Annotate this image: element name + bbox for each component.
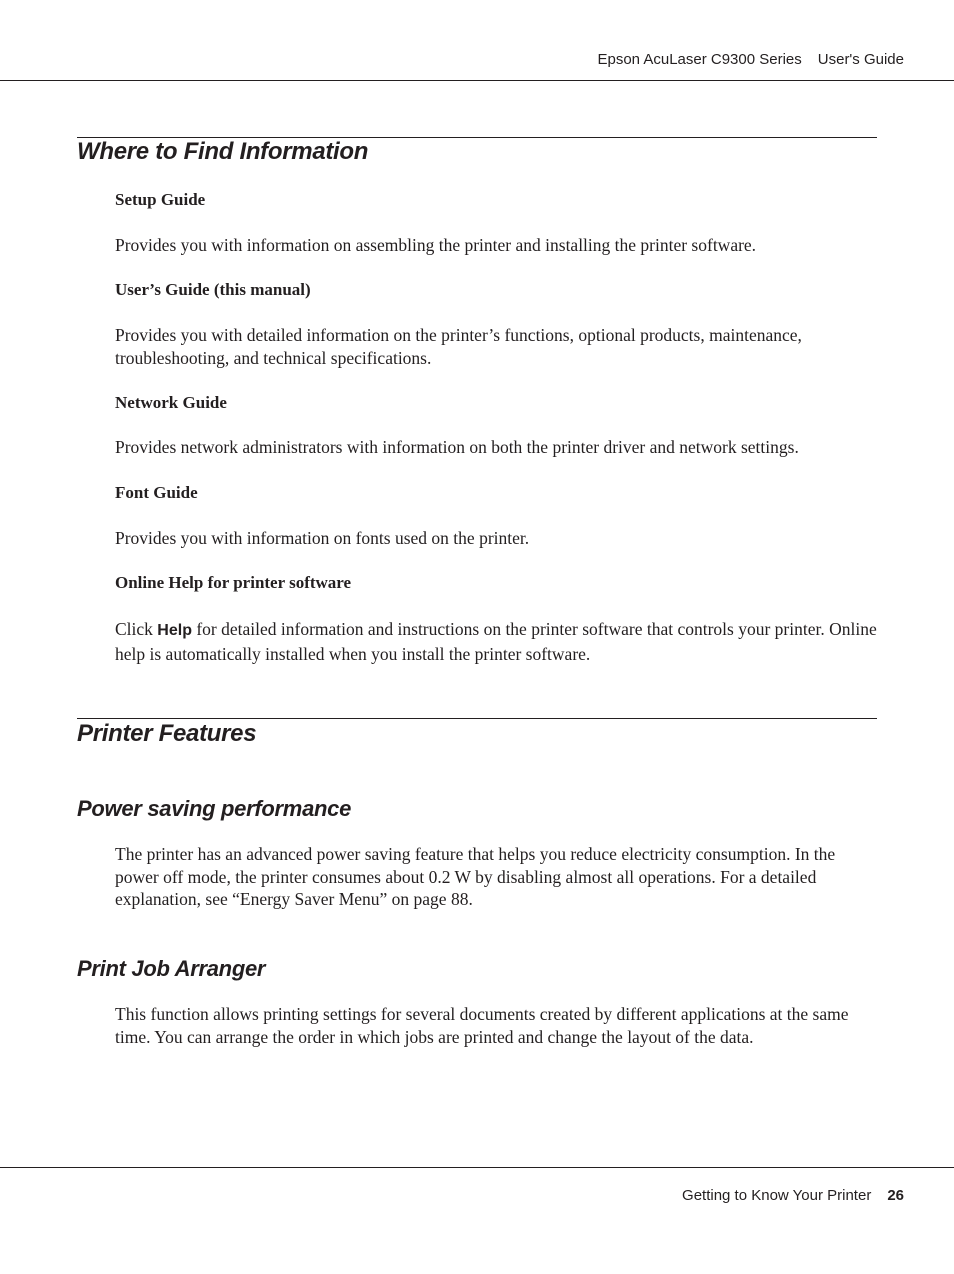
subheading-setup-guide: Setup Guide: [115, 190, 206, 209]
paragraph-online-help: [115, 618, 879, 665]
header-divider: [0, 80, 954, 81]
online-help-text-start: Click: [115, 619, 158, 639]
subheading-network-guide: Network Guide: [115, 393, 227, 412]
footer-chapter-title: Getting to Know Your Printer: [682, 1187, 872, 1204]
section-rule-features: [77, 718, 877, 719]
running-footer: [682, 1187, 904, 1204]
footer-divider: [0, 1167, 954, 1168]
header-product-name: Epson AcuLaser C9300 Series: [597, 51, 802, 68]
paragraph-network-guide: Provides network administrators with information on both the printer driver and network settings.: [115, 437, 799, 457]
paragraph-setup-guide: Provides you with information on assembling the printer and installing the printer software.: [115, 235, 757, 255]
help-button-reference: Help: [157, 622, 192, 639]
subsection-title-print-job-arranger: Print Job Arranger: [77, 956, 266, 981]
paragraph-font-guide: Provides you with information on fonts used on the printer.: [115, 528, 530, 548]
paragraph-print-job-arranger: This function allows printing settings for several documents created by different applications at the same time. You can arrange the order in which jobs are printed and change the layout of the data.: [115, 1004, 849, 1047]
subheading-users-guide: User’s Guide (this manual): [115, 280, 311, 299]
running-header: [597, 51, 904, 68]
subsection-title-power-saving: Power saving performance: [77, 796, 352, 821]
section-title-features: Printer Features: [77, 720, 257, 747]
online-help-text-end: for detailed information and instructions on the printer software that controls your printer. Online help is automatically installed when you install the printer software.: [115, 619, 877, 664]
header-guide-name: User's Guide: [817, 51, 904, 68]
section-title-where: Where to Find Information: [77, 138, 369, 165]
paragraph-users-guide: Provides you with detailed information on the printer’s functions, optional products, maintenance, troubleshooting, and technical specifications.: [115, 325, 802, 368]
page-number: 26: [887, 1187, 904, 1204]
paragraph-power-saving: The printer has an advanced power saving feature that helps you reduce electricity consumption. In the power off mode, the printer consumes about 0.2 W by disabling almost all operations. For a detailed explanation, see “Energy Saver Menu” on page 88.: [115, 844, 836, 909]
subheading-online-help: Online Help for printer software: [115, 573, 352, 592]
subheading-font-guide: Font Guide: [115, 483, 198, 502]
